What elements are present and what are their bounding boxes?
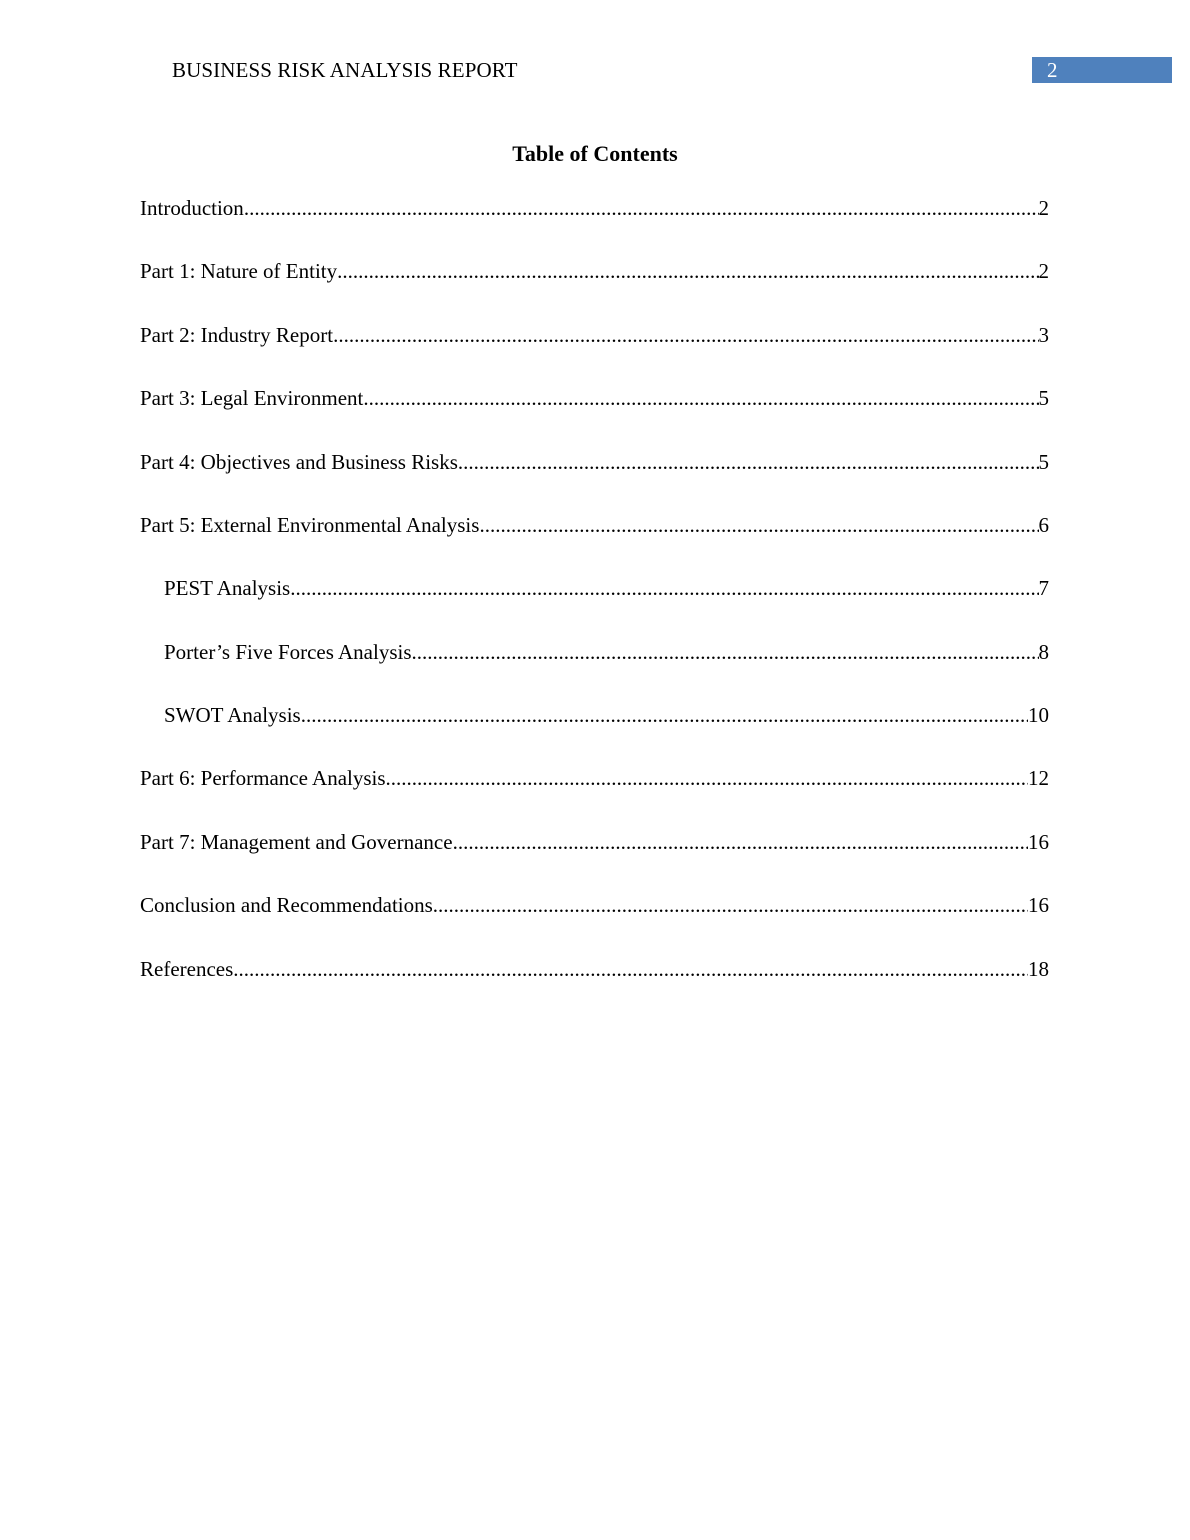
- toc-dot-leader: [363, 384, 1038, 412]
- toc-entry-page: 12: [1028, 766, 1049, 790]
- toc-entry-references[interactable]: [140, 955, 1049, 983]
- toc-entry-page: 3: [1038, 323, 1049, 347]
- toc-dot-leader: [244, 194, 1039, 222]
- toc-entry-page: 5: [1038, 450, 1049, 474]
- toc-entry-swot-analysis[interactable]: [164, 701, 1049, 729]
- toc-entry-part-1[interactable]: [140, 257, 1049, 285]
- toc-entry-page: 2: [1038, 196, 1049, 220]
- toc-entry-introduction[interactable]: [140, 194, 1049, 222]
- toc-entry-part-3[interactable]: [140, 384, 1049, 412]
- toc-entry-label: Part 1: Nature of Entity: [140, 259, 338, 283]
- running-header-title: BUSINESS RISK ANALYSIS REPORT: [172, 58, 518, 82]
- toc-entry-pest-analysis[interactable]: [164, 574, 1049, 602]
- toc-dot-leader: [233, 955, 1028, 983]
- toc-entry-label: PEST Analysis: [164, 576, 291, 600]
- toc-entry-label: Part 6: Performance Analysis: [140, 766, 386, 790]
- toc-dot-leader: [479, 511, 1038, 539]
- toc-entry-page: 6: [1038, 513, 1049, 537]
- toc-dot-leader: [333, 321, 1038, 349]
- page-number-badge: 2: [1032, 57, 1172, 83]
- toc-entry-page: 18: [1028, 957, 1049, 981]
- toc-entry-label: Part 7: Management and Governance: [140, 830, 453, 854]
- toc-entry-porters-five-forces[interactable]: [164, 638, 1049, 666]
- toc-entry-page: 7: [1038, 576, 1049, 600]
- toc-entry-label: References: [140, 957, 234, 981]
- toc-entry-part-5[interactable]: [140, 511, 1049, 539]
- toc-dot-leader: [337, 257, 1038, 285]
- toc-entry-page: 10: [1028, 703, 1049, 727]
- toc-dot-leader: [433, 891, 1028, 919]
- toc-entry-page: 5: [1038, 386, 1049, 410]
- toc-entry-page: 2: [1038, 259, 1049, 283]
- toc-entry-page: 8: [1038, 640, 1049, 664]
- toc-dot-leader: [290, 574, 1038, 602]
- toc-dot-leader: [301, 701, 1028, 729]
- toc-entry-page: 16: [1028, 830, 1049, 854]
- toc-dot-leader: [386, 764, 1028, 792]
- toc-entry-label: Part 3: Legal Environment: [140, 386, 364, 410]
- toc-entry-part-2[interactable]: [140, 321, 1049, 349]
- toc-entry-label: Conclusion and Recommendations: [140, 893, 433, 917]
- toc-dot-leader: [453, 828, 1028, 856]
- toc-heading: Table of Contents: [512, 141, 678, 166]
- toc-entry-part-7[interactable]: [140, 828, 1049, 856]
- toc-entry-label: Part 5: External Environmental Analysis: [140, 513, 480, 537]
- toc-entry-part-4[interactable]: [140, 448, 1049, 476]
- toc-entry-page: 16: [1028, 893, 1049, 917]
- toc-entry-label: Part 4: Objectives and Business Risks: [140, 450, 458, 474]
- toc-entry-label: Porter’s Five Forces Analysis: [164, 640, 412, 664]
- toc-entry-label: Part 2: Industry Report: [140, 323, 334, 347]
- toc-entry-conclusion[interactable]: [140, 891, 1049, 919]
- toc-dot-leader: [458, 448, 1039, 476]
- toc-dot-leader: [412, 638, 1039, 666]
- toc-entry-label: Introduction: [140, 196, 244, 220]
- toc-entry-label: SWOT Analysis: [164, 703, 301, 727]
- toc-entry-part-6[interactable]: [140, 764, 1049, 792]
